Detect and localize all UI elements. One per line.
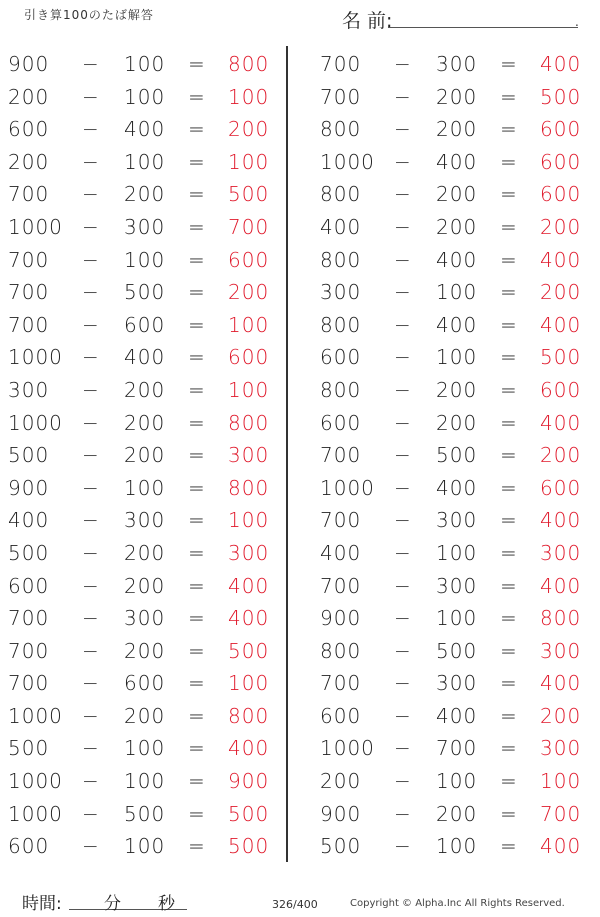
subtrahend: 100 xyxy=(124,52,166,76)
minuend: 400 xyxy=(8,508,50,533)
minus-sign: − xyxy=(82,410,100,435)
subtrahend: 400 xyxy=(124,345,166,370)
minuend: 200 xyxy=(320,769,362,794)
answer: 700 xyxy=(540,801,582,826)
minus-sign: − xyxy=(394,638,412,663)
subtrahend: 300 xyxy=(436,508,478,533)
subtrahend: 500 xyxy=(436,638,478,663)
equals-sign: = xyxy=(500,606,518,631)
answer: 400 xyxy=(540,834,582,859)
equals-sign: = xyxy=(500,671,518,696)
subtrahend: 400 xyxy=(436,247,478,272)
minuend: 800 xyxy=(320,117,362,142)
minuend: 700 xyxy=(8,671,50,696)
equals-sign: = xyxy=(500,182,518,207)
subtrahend: 300 xyxy=(124,606,166,631)
minus-sign: − xyxy=(394,280,412,305)
equals-sign: = xyxy=(500,117,518,142)
minus-sign: − xyxy=(82,443,100,468)
minus-sign: − xyxy=(82,540,100,565)
minuend: 200 xyxy=(8,84,50,109)
answer: 400 xyxy=(540,573,582,598)
subtrahend: 100 xyxy=(436,540,478,565)
minuend: 700 xyxy=(320,671,362,696)
subtrahend: 100 xyxy=(436,345,478,370)
minus-sign: − xyxy=(394,117,412,142)
minuend: 600 xyxy=(320,345,362,370)
minus-sign: − xyxy=(394,671,412,696)
answer: 600 xyxy=(540,377,582,402)
answer: 900 xyxy=(228,769,270,794)
minuend: 700 xyxy=(320,84,362,109)
page-number: 326/400 xyxy=(272,898,318,911)
answer: 600 xyxy=(540,149,582,174)
subtrahend: 500 xyxy=(436,443,478,468)
minuend: 600 xyxy=(320,703,362,728)
subtrahend: 100 xyxy=(436,769,478,794)
minus-sign: − xyxy=(82,736,100,761)
equals-sign: = xyxy=(500,508,518,533)
subtrahend: 200 xyxy=(124,573,166,598)
minuend: 1000 xyxy=(8,769,63,794)
seconds-label: 秒 xyxy=(158,894,175,914)
answer: 600 xyxy=(540,182,582,207)
minuend: 1000 xyxy=(320,149,375,174)
equals-sign: = xyxy=(188,312,206,337)
equals-sign: = xyxy=(500,540,518,565)
equals-sign: = xyxy=(188,247,206,272)
equals-sign: = xyxy=(500,769,518,794)
minus-sign: − xyxy=(82,182,100,207)
answer: 200 xyxy=(228,117,270,142)
equals-sign: = xyxy=(188,345,206,370)
minuend: 700 xyxy=(320,508,362,533)
subtrahend: 100 xyxy=(436,280,478,305)
answer: 100 xyxy=(228,671,270,696)
subtrahend: 100 xyxy=(436,834,478,859)
subtrahend: 400 xyxy=(436,149,478,174)
answer: 400 xyxy=(540,508,582,533)
minuend: 500 xyxy=(8,443,50,468)
minuend: 300 xyxy=(320,280,362,305)
equals-sign: = xyxy=(188,769,206,794)
answer: 500 xyxy=(540,345,582,370)
minus-sign: − xyxy=(394,410,412,435)
minus-sign: − xyxy=(82,214,100,239)
minus-sign: − xyxy=(394,247,412,272)
minuend: 900 xyxy=(320,801,362,826)
equals-sign: = xyxy=(188,606,206,631)
minus-sign: − xyxy=(394,52,412,76)
minuend: 600 xyxy=(8,573,50,598)
equals-sign: = xyxy=(188,410,206,435)
minuend: 1000 xyxy=(8,214,63,239)
minus-sign: − xyxy=(394,214,412,239)
minuend: 1000 xyxy=(8,410,63,435)
minus-sign: − xyxy=(82,573,100,598)
subtrahend: 300 xyxy=(436,671,478,696)
answer: 400 xyxy=(540,671,582,696)
answer: 400 xyxy=(540,410,582,435)
minuend: 1000 xyxy=(8,801,63,826)
equals-sign: = xyxy=(500,214,518,239)
subtrahend: 200 xyxy=(124,182,166,207)
minus-sign: − xyxy=(82,703,100,728)
answer: 800 xyxy=(228,410,270,435)
answer: 800 xyxy=(228,703,270,728)
subtrahend: 100 xyxy=(124,475,166,500)
minuend: 1000 xyxy=(8,703,63,728)
answer: 400 xyxy=(540,247,582,272)
subtrahend: 200 xyxy=(124,638,166,663)
minuend: 800 xyxy=(320,312,362,337)
equals-sign: = xyxy=(188,117,206,142)
minuend: 1000 xyxy=(320,475,375,500)
name-label: 名 前: xyxy=(342,10,393,32)
equals-sign: = xyxy=(188,834,206,859)
minuend: 200 xyxy=(8,149,50,174)
minuend: 400 xyxy=(320,540,362,565)
equals-sign: = xyxy=(188,736,206,761)
minuend: 500 xyxy=(8,736,50,761)
answer: 100 xyxy=(228,149,270,174)
minus-sign: − xyxy=(82,671,100,696)
minus-sign: − xyxy=(394,801,412,826)
minus-sign: − xyxy=(82,312,100,337)
equals-sign: = xyxy=(188,638,206,663)
answer: 600 xyxy=(228,345,270,370)
equals-sign: = xyxy=(500,312,518,337)
subtrahend: 100 xyxy=(124,736,166,761)
answer: 100 xyxy=(540,769,582,794)
answer: 400 xyxy=(228,573,270,598)
equals-sign: = xyxy=(188,182,206,207)
subtrahend: 100 xyxy=(124,769,166,794)
subtrahend: 100 xyxy=(436,606,478,631)
answer: 200 xyxy=(540,280,582,305)
minus-sign: − xyxy=(82,149,100,174)
minuend: 900 xyxy=(8,52,50,76)
equals-sign: = xyxy=(188,508,206,533)
subtrahend: 200 xyxy=(124,410,166,435)
name-field-line[interactable] xyxy=(388,27,578,28)
answer: 800 xyxy=(228,52,270,76)
answer: 500 xyxy=(228,801,270,826)
equals-sign: = xyxy=(188,84,206,109)
minuend: 700 xyxy=(320,573,362,598)
minus-sign: − xyxy=(394,377,412,402)
minuend: 800 xyxy=(320,182,362,207)
minus-sign: − xyxy=(82,247,100,272)
minuend: 600 xyxy=(320,410,362,435)
minus-sign: − xyxy=(394,443,412,468)
answer: 600 xyxy=(228,247,270,272)
subtrahend: 400 xyxy=(124,117,166,142)
equals-sign: = xyxy=(500,377,518,402)
answer: 400 xyxy=(228,606,270,631)
subtrahend: 200 xyxy=(124,540,166,565)
minuend: 700 xyxy=(8,312,50,337)
answer: 300 xyxy=(540,540,582,565)
minus-sign: − xyxy=(394,606,412,631)
minuend: 700 xyxy=(320,443,362,468)
answer: 400 xyxy=(540,52,582,76)
equals-sign: = xyxy=(500,52,518,76)
subtrahend: 500 xyxy=(124,280,166,305)
subtrahend: 300 xyxy=(124,508,166,533)
equals-sign: = xyxy=(500,736,518,761)
answer: 700 xyxy=(228,214,270,239)
subtrahend: 200 xyxy=(436,117,478,142)
minus-sign: − xyxy=(394,834,412,859)
equals-sign: = xyxy=(188,540,206,565)
minus-sign: − xyxy=(82,769,100,794)
equals-sign: = xyxy=(500,638,518,663)
minus-sign: − xyxy=(394,312,412,337)
subtrahend: 100 xyxy=(124,84,166,109)
equals-sign: = xyxy=(188,280,206,305)
subtrahend: 200 xyxy=(436,182,478,207)
minuend: 700 xyxy=(320,52,362,76)
equals-sign: = xyxy=(188,443,206,468)
minuend: 1000 xyxy=(8,345,63,370)
minus-sign: − xyxy=(82,475,100,500)
subtrahend: 700 xyxy=(436,736,478,761)
equals-sign: = xyxy=(188,149,206,174)
equals-sign: = xyxy=(188,573,206,598)
minus-sign: − xyxy=(394,84,412,109)
time-label: 時間: xyxy=(22,894,62,914)
minus-sign: − xyxy=(82,638,100,663)
subtrahend: 200 xyxy=(124,377,166,402)
subtrahend: 100 xyxy=(124,834,166,859)
subtrahend: 200 xyxy=(124,443,166,468)
subtrahend: 200 xyxy=(436,84,478,109)
answer: 100 xyxy=(228,508,270,533)
answer: 300 xyxy=(228,443,270,468)
answer: 200 xyxy=(540,443,582,468)
minus-sign: − xyxy=(394,703,412,728)
minuend: 700 xyxy=(8,182,50,207)
answer: 800 xyxy=(540,606,582,631)
equals-sign: = xyxy=(500,84,518,109)
subtrahend: 500 xyxy=(124,801,166,826)
subtrahend: 100 xyxy=(124,149,166,174)
equals-sign: = xyxy=(188,214,206,239)
equals-sign: = xyxy=(188,52,206,76)
equals-sign: = xyxy=(500,443,518,468)
minuend: 400 xyxy=(320,214,362,239)
minus-sign: − xyxy=(82,377,100,402)
equals-sign: = xyxy=(500,801,518,826)
minus-sign: − xyxy=(394,573,412,598)
equals-sign: = xyxy=(500,573,518,598)
subtrahend: 300 xyxy=(124,214,166,239)
answer: 200 xyxy=(228,280,270,305)
minuend: 500 xyxy=(320,834,362,859)
equals-sign: = xyxy=(500,834,518,859)
subtrahend: 200 xyxy=(436,377,478,402)
answer: 500 xyxy=(540,84,582,109)
minuend: 900 xyxy=(320,606,362,631)
equals-sign: = xyxy=(500,149,518,174)
minuend: 800 xyxy=(320,377,362,402)
minus-sign: − xyxy=(82,280,100,305)
minuend: 700 xyxy=(8,247,50,272)
answer: 800 xyxy=(228,475,270,500)
subtrahend: 400 xyxy=(436,703,478,728)
subtrahend: 400 xyxy=(436,475,478,500)
subtrahend: 400 xyxy=(436,312,478,337)
answer: 500 xyxy=(228,182,270,207)
answer: 200 xyxy=(540,703,582,728)
minus-sign: − xyxy=(82,117,100,142)
minus-sign: − xyxy=(394,345,412,370)
minus-sign: − xyxy=(82,345,100,370)
answer: 300 xyxy=(540,638,582,663)
column-divider xyxy=(286,46,288,862)
name-field-dot: . xyxy=(575,15,579,29)
answer: 600 xyxy=(540,117,582,142)
copyright-text: Copyright © Alpha.Inc All Rights Reserved. xyxy=(350,898,565,909)
minuend: 300 xyxy=(8,377,50,402)
minuend: 800 xyxy=(320,247,362,272)
answer: 500 xyxy=(228,638,270,663)
subtrahend: 200 xyxy=(436,410,478,435)
subtrahend: 300 xyxy=(436,573,478,598)
minus-sign: − xyxy=(82,52,100,76)
answer: 200 xyxy=(540,214,582,239)
minuend: 800 xyxy=(320,638,362,663)
minuend: 600 xyxy=(8,834,50,859)
minuend: 900 xyxy=(8,475,50,500)
minus-sign: − xyxy=(82,834,100,859)
equals-sign: = xyxy=(500,475,518,500)
minuend: 700 xyxy=(8,638,50,663)
minuend: 1000 xyxy=(320,736,375,761)
equals-sign: = xyxy=(500,703,518,728)
equals-sign: = xyxy=(500,410,518,435)
equals-sign: = xyxy=(188,801,206,826)
equals-sign: = xyxy=(500,280,518,305)
subtrahend: 600 xyxy=(124,671,166,696)
subtrahend: 200 xyxy=(436,214,478,239)
answer: 100 xyxy=(228,84,270,109)
subtrahend: 200 xyxy=(436,801,478,826)
minutes-label: 分 xyxy=(104,894,121,914)
minus-sign: − xyxy=(82,801,100,826)
equals-sign: = xyxy=(500,247,518,272)
minus-sign: − xyxy=(394,540,412,565)
minus-sign: − xyxy=(394,475,412,500)
equals-sign: = xyxy=(188,377,206,402)
minus-sign: − xyxy=(394,769,412,794)
minuend: 500 xyxy=(8,540,50,565)
answer: 100 xyxy=(228,312,270,337)
answer: 400 xyxy=(228,736,270,761)
equals-sign: = xyxy=(188,703,206,728)
answer: 600 xyxy=(540,475,582,500)
minus-sign: − xyxy=(82,508,100,533)
minuend: 700 xyxy=(8,606,50,631)
minus-sign: − xyxy=(394,736,412,761)
minus-sign: − xyxy=(394,508,412,533)
subtrahend: 100 xyxy=(124,247,166,272)
answer: 500 xyxy=(228,834,270,859)
answer: 300 xyxy=(540,736,582,761)
answer: 400 xyxy=(540,312,582,337)
subtrahend: 300 xyxy=(436,52,478,76)
answer: 300 xyxy=(228,540,270,565)
minuend: 600 xyxy=(8,117,50,142)
subtrahend: 600 xyxy=(124,312,166,337)
minuend: 700 xyxy=(8,280,50,305)
minus-sign: − xyxy=(394,149,412,174)
equals-sign: = xyxy=(500,345,518,370)
minus-sign: − xyxy=(82,606,100,631)
subtrahend: 200 xyxy=(124,703,166,728)
minus-sign: − xyxy=(394,182,412,207)
equals-sign: = xyxy=(188,475,206,500)
equals-sign: = xyxy=(188,671,206,696)
worksheet-title: 引き算100のたば解答 xyxy=(24,8,154,22)
minus-sign: − xyxy=(82,84,100,109)
answer: 100 xyxy=(228,377,270,402)
